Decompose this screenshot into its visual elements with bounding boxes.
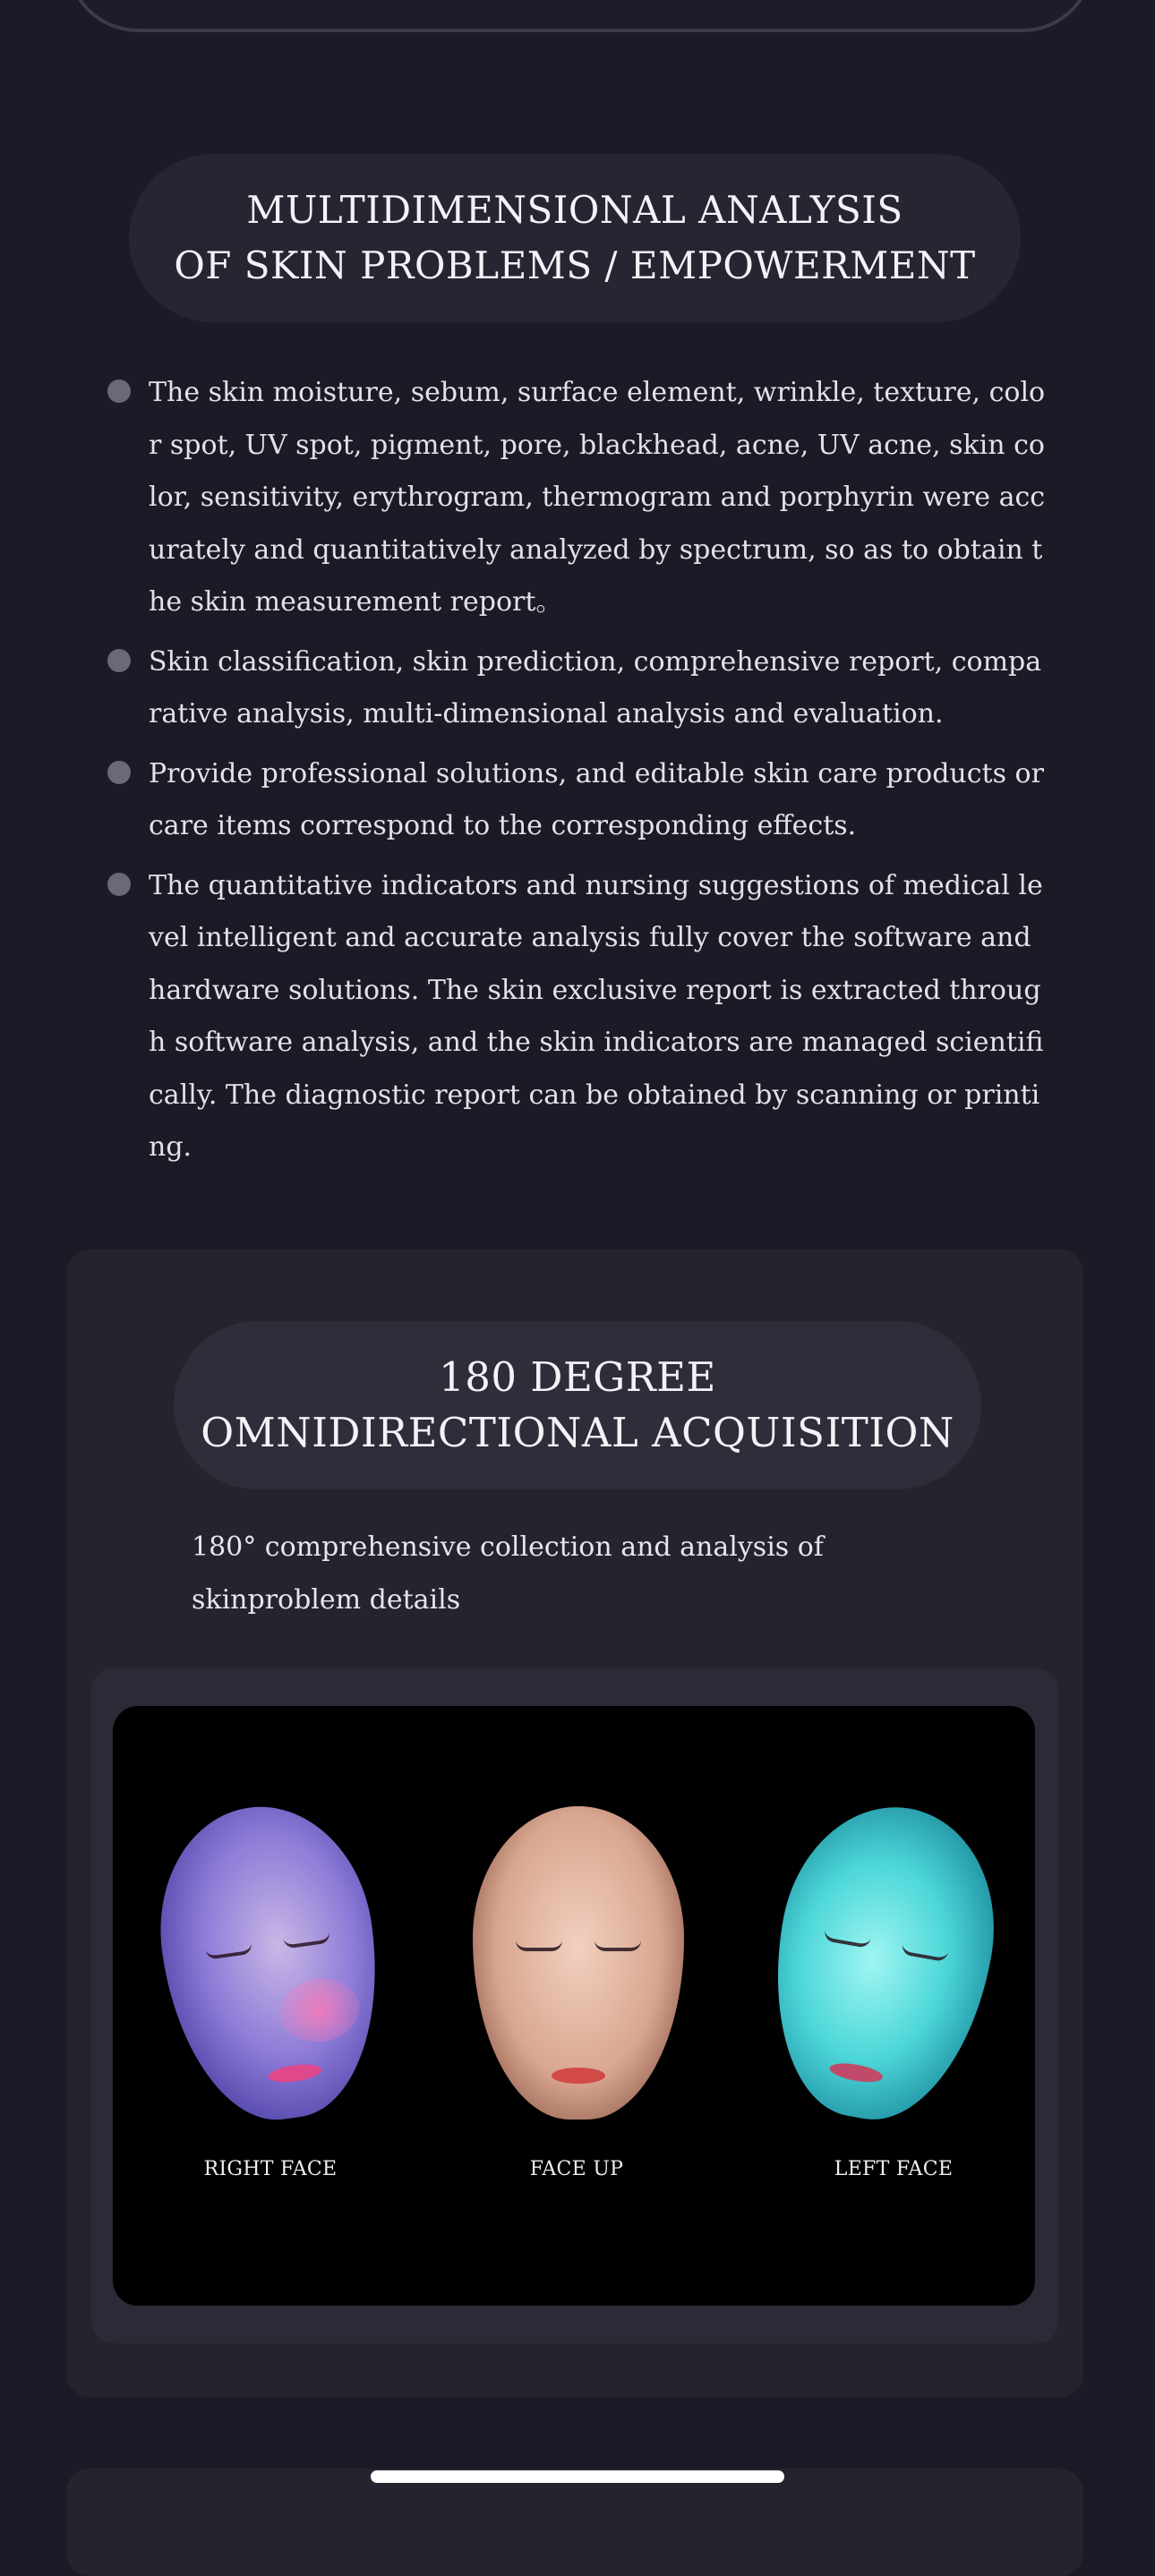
list-item bbox=[107, 636, 1048, 741]
feature-bullet-list bbox=[107, 367, 1048, 1181]
bullet-text: The skin moisture, sebum, surface element, wrinkle, texture, color spot, UV spot, pigment, pore, blackhead, acne, UV acne, skin color, sensitivity, erythrogram, thermogram and porphyrin were accurately and quantitatively analyzed by spectrum, so as to obtain the skin measurement report。 bbox=[149, 377, 1046, 618]
list-item bbox=[107, 367, 1048, 629]
acquisition-description: 180° comprehensive collection and analysis of skinproblem details bbox=[192, 1531, 824, 1616]
bullet-dot-icon bbox=[107, 649, 131, 672]
right-face-label: RIGHT FACE bbox=[203, 2158, 338, 2180]
list-item bbox=[107, 860, 1048, 1174]
section-title-acquisition bbox=[174, 1321, 981, 1489]
face-up-scan-image bbox=[473, 1806, 684, 2120]
face-up-label: FACE UP bbox=[529, 2158, 624, 2180]
bullet-dot-icon bbox=[107, 761, 131, 784]
bullet-text: Provide professional solutions, and editable skin care products or care items correspond to the corresponding effects. bbox=[149, 757, 1044, 841]
section-title-line: OMNIDIRECTIONAL ACQUISITION bbox=[201, 1409, 954, 1456]
bullet-text: The quantitative indicators and nursing suggestions of medical level intelligent and accurate analysis fully cover the software and hardware solutions. The skin exclusive report is extracted through software analysis, and the skin indicators are managed scientifically. The diagnostic report can be obtained by scanning or printing. bbox=[149, 869, 1044, 1163]
bullet-text: Skin classification, skin prediction, comprehensive report, comparative analysis, multi-dimensional analysis and evaluation. bbox=[149, 645, 1042, 729]
section-title-line: MULTIDIMENSIONAL ANALYSIS bbox=[246, 188, 903, 232]
bullet-dot-icon bbox=[107, 380, 131, 403]
right-face-scan-image bbox=[144, 1793, 397, 2132]
section-title-multidimensional bbox=[129, 154, 1021, 322]
left-face-scan-image bbox=[751, 1790, 1014, 2136]
previous-section-card bbox=[66, 0, 1094, 32]
section-title-line: 180 DEGREE bbox=[439, 1353, 716, 1401]
bullet-dot-icon bbox=[107, 873, 131, 896]
list-item bbox=[107, 748, 1048, 853]
section-title-line: OF SKIN PROBLEMS / EMPOWERMENT bbox=[174, 243, 976, 287]
face-scan-image bbox=[113, 1706, 1035, 2306]
left-face-label: LEFT FACE bbox=[834, 2158, 954, 2180]
home-indicator[interactable] bbox=[371, 2470, 784, 2483]
next-section-card bbox=[66, 2469, 1083, 2576]
